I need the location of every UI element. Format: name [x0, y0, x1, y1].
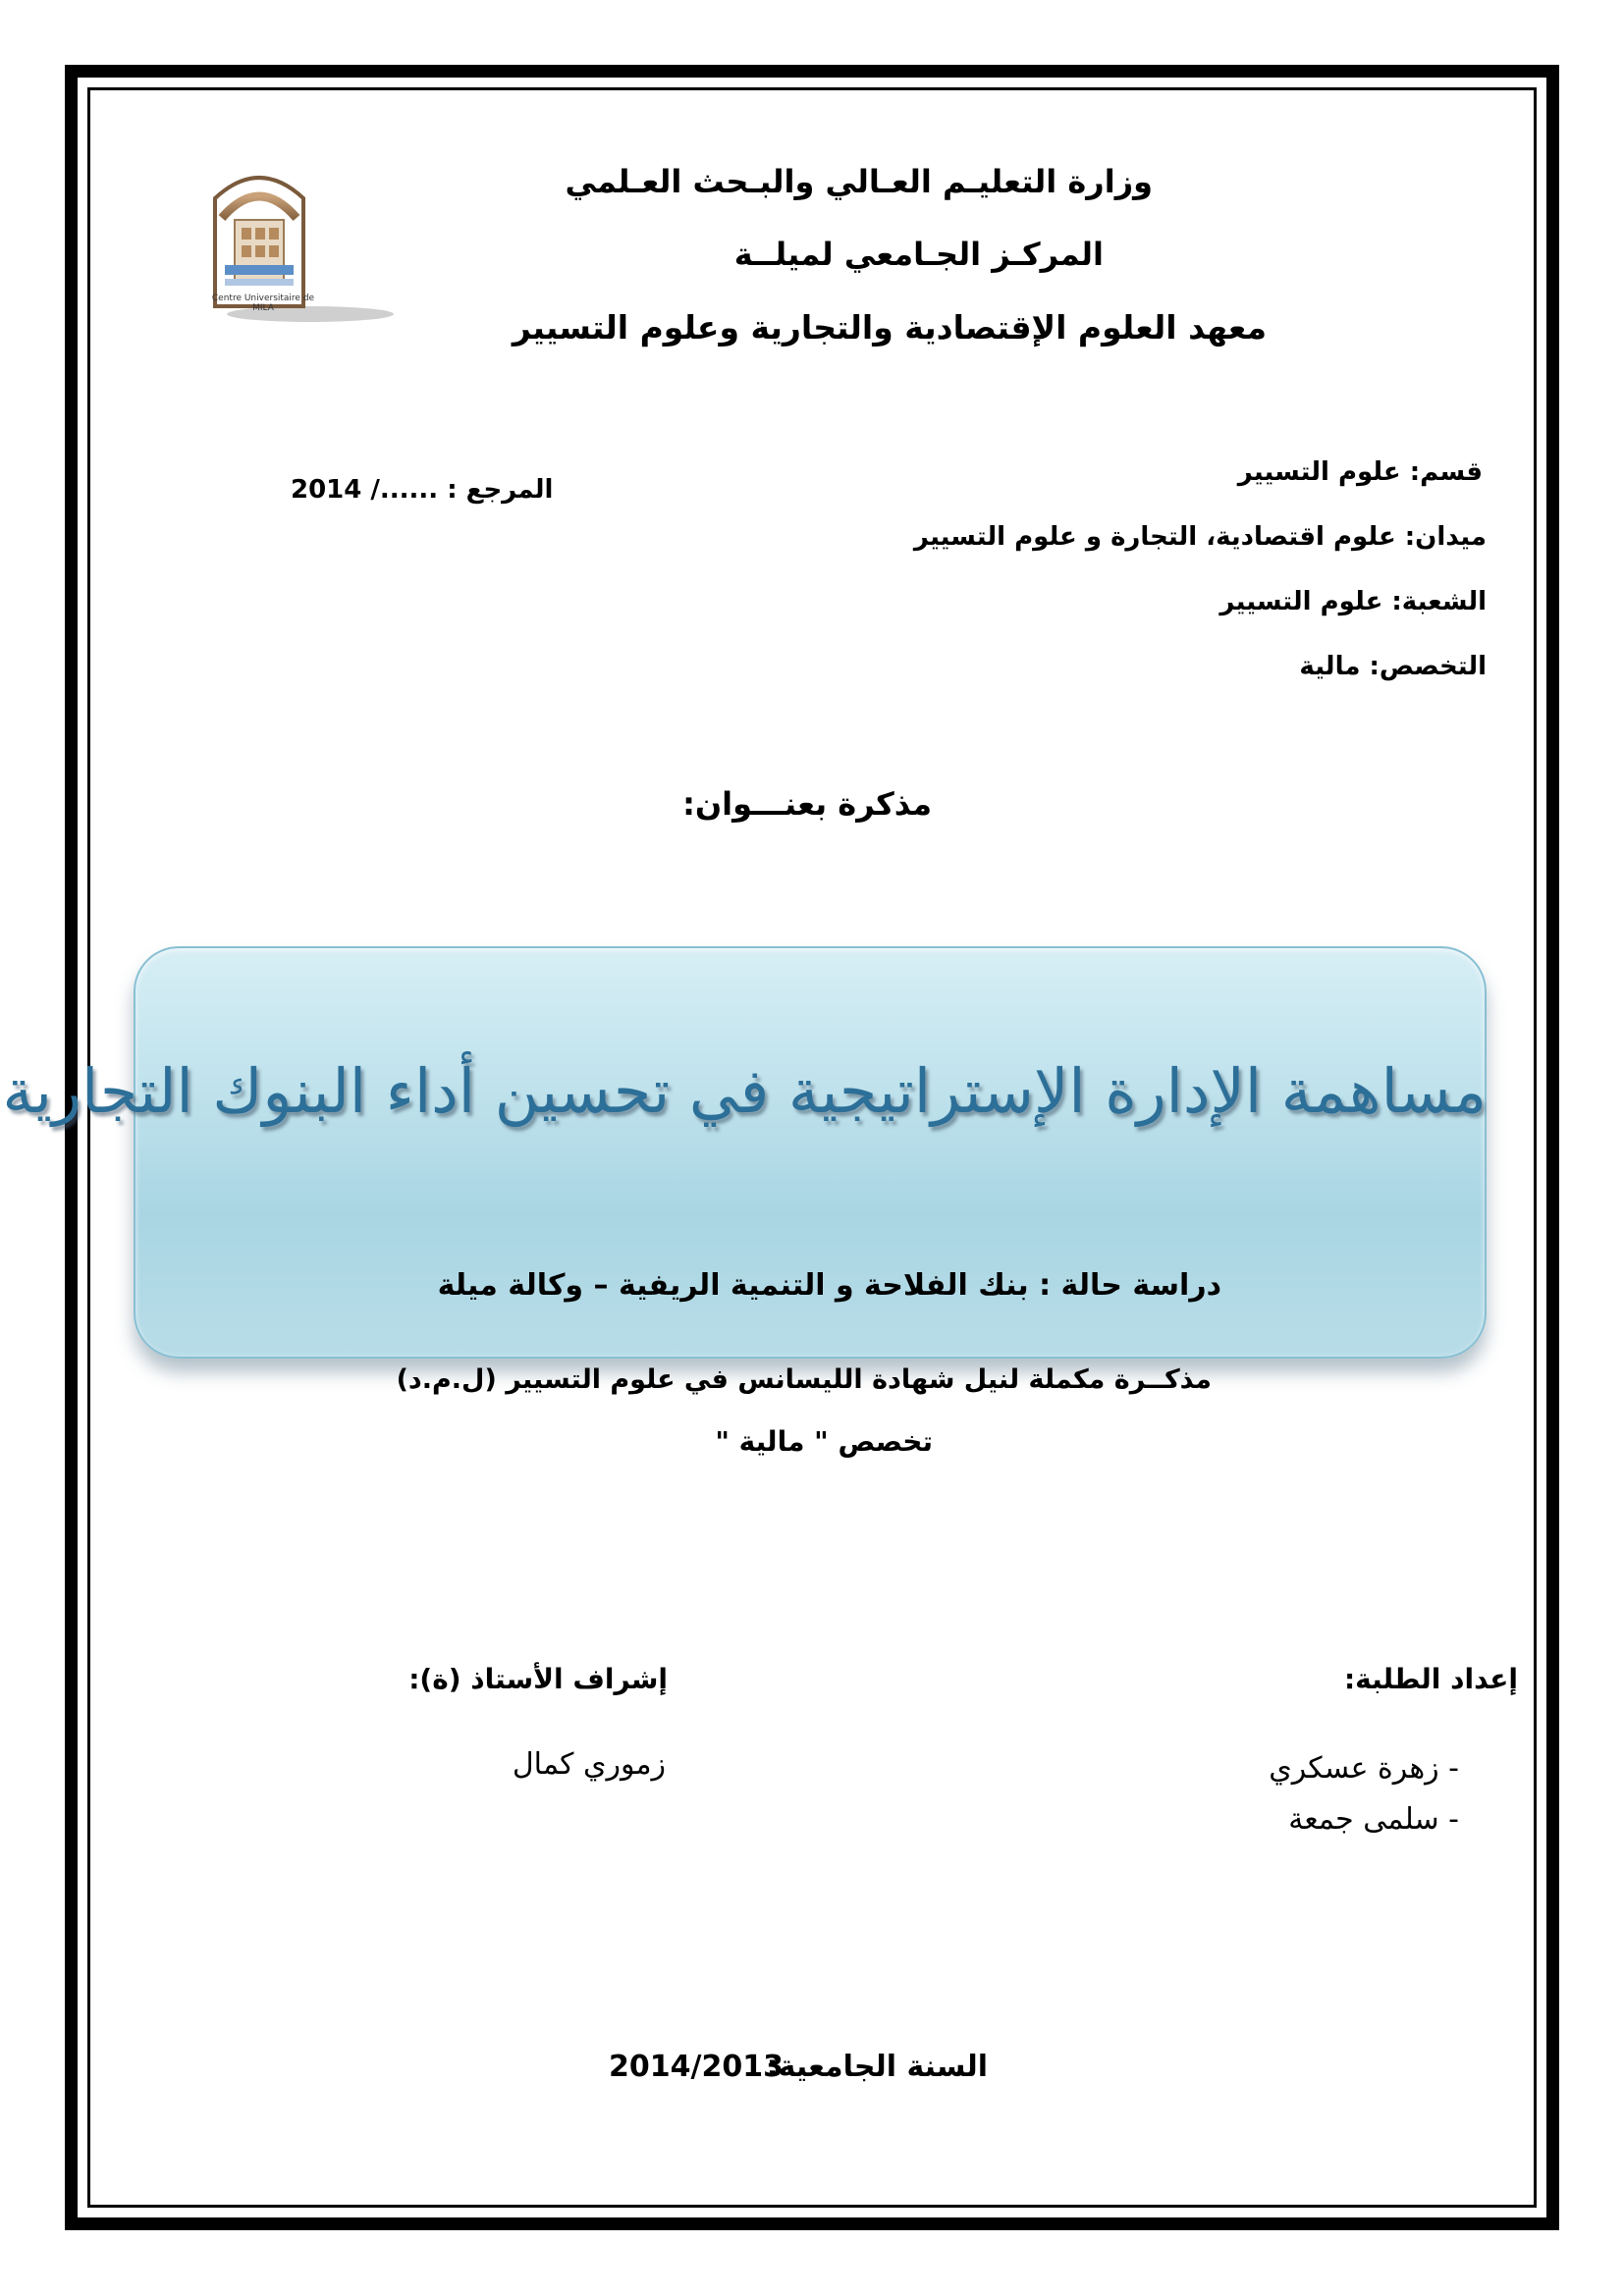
supervisor-name: زموري كمال [512, 1747, 666, 1782]
student-name: - زهرة عسكري [1269, 1751, 1459, 1786]
reference-field: المرجع : ....../ 2014 [291, 475, 554, 505]
thesis-title: مساهمة الإدارة الإستراتيجية في تحسين أداء البنوك التجارية [2, 1055, 1487, 1127]
institute-name: معهد العلوم الإقتصادية والتجارية وعلوم التسيير [512, 308, 1267, 347]
memo-heading: مذكرة بعنـــوان: [682, 785, 932, 823]
domain-field: ميدان: علوم اقتصادية، التجارة و علوم التسيير [913, 522, 1487, 552]
students-label: إعداد الطلبة: [1343, 1663, 1518, 1695]
ministry-name: وزارة التعليـم العـالي والبـحث العـلمي [565, 163, 1153, 200]
logo-caption: Centre Universitaire de MILA [211, 294, 315, 313]
academic-year-value: 2014/2013 [609, 2050, 784, 2084]
supervisor-label: إشراف الأستاذ (ة): [408, 1663, 668, 1695]
specialty-field: التخصص: مالية [1299, 652, 1487, 681]
degree-line: مذكــرة مكملة لنيل شهادة الليسانس في علوم التسيير (ل.م.د) [396, 1364, 1212, 1395]
student-name: - سلمى جمعة [1288, 1802, 1459, 1837]
academic-year-label: السنة الجامعية: [766, 2050, 988, 2084]
case-study-subtitle: دراسة حالة : بنك الفلاحة و التنمية الريفية – وكالة ميلة [437, 1268, 1221, 1303]
branch-field: الشعبة: علوم التسيير [1219, 587, 1487, 616]
center-name: المركـز الجـامعي لميلــة [733, 236, 1104, 273]
department-field: قسم: علوم التسيير [1237, 457, 1483, 487]
degree-specialty: تخصص " مالية " [715, 1425, 933, 1458]
